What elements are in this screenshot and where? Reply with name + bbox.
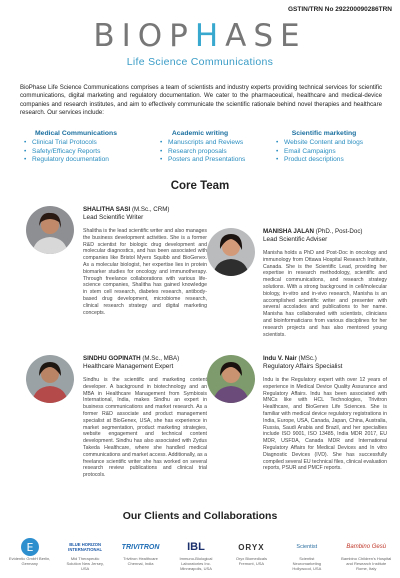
service-heading: Medical Communications bbox=[35, 130, 117, 137]
member-role: Lead Scientific Writer bbox=[83, 214, 144, 221]
member-name: Indu V. Nair bbox=[263, 355, 297, 362]
service-heading: Academic writing bbox=[171, 130, 229, 137]
avatar-manisha bbox=[207, 228, 255, 276]
team-member-indu bbox=[263, 355, 387, 472]
core-team-title: Core Team bbox=[170, 180, 230, 192]
service-item: • Regulatory documentation bbox=[24, 156, 138, 165]
member-bio: Shalitha is the lead scientific writer and also manages the business development activities. She is a former R&D scientist for biologic drug development and molecular diagnostics, and has been associated with companies like Bristol Myers Squibb and BioGenex. As a molecular biologist, her expertise lies in protein biomarker studies for oncology and immunotherapy. Through freelance collaborations with various life-science companies, Shalitha has gained knowledge in stem cell research, diabetes research, antibody-based drug development, microbiome research, clinical research strategy and digital marketing concepts. bbox=[83, 228, 207, 316]
blue-horizon-logo: BLUE HORIZON INTERNATIONAL bbox=[68, 542, 103, 552]
service-item: • Clinical Trial Protocols bbox=[24, 139, 138, 148]
service-item: • Safety/Efficacy Reports bbox=[24, 148, 138, 157]
oryx-logo: ORYX bbox=[238, 542, 265, 552]
client-caption: Evidentic GmbH Berlin, Germany bbox=[9, 556, 51, 566]
member-role: Lead Scientific Adviser bbox=[263, 236, 328, 243]
member-credentials: (PhD., Post-Doc) bbox=[315, 228, 363, 235]
gstin-number: GSTIN/TRN No 29220009028​6TRN bbox=[287, 6, 392, 13]
client-caption: Trivitron Healthcare Chennai, India bbox=[123, 556, 158, 566]
clients-title: Our Clients and Collaborations bbox=[122, 510, 278, 522]
member-name-line bbox=[83, 355, 207, 362]
member-name-line bbox=[263, 228, 387, 235]
service-list bbox=[138, 139, 262, 165]
service-item: • Website Content and blogs bbox=[276, 139, 386, 148]
client-caption: Mid Therapeutic Solution New Jersey, USA bbox=[66, 556, 104, 571]
member-credentials: (M.Sc., CRM) bbox=[131, 206, 170, 213]
evidentic-logo-icon bbox=[8, 538, 52, 556]
client-caption: Oryx Biomedicals Fremont, USA bbox=[235, 556, 267, 566]
member-credentials: (MSc.) bbox=[298, 355, 317, 362]
services-section bbox=[14, 130, 386, 165]
team-member-shalitha bbox=[83, 206, 207, 316]
avatar-sindhu bbox=[26, 355, 74, 403]
service-item: • Research proposals bbox=[160, 148, 262, 157]
member-bio: Indu is the Regulatory expert with over 12 years of experience in Medical Device Quality Assurance and Regulatory Affairs. Indu has been associated with MNCs like with HCL Technologies, Trivitron Healthcare, and BioGenex Life Sciences. She is familiar with medical device regulatory registrations in India, Europe, USA, Canada, Japan, China, Australia, Russia, Saudi Arabia and Brazil, and her specialties include ISO 9001, ISO 13485, India MDR 2017, EU MDR, USFDA, Canada MDR and International Regulatory Affairs for Medical Devices and In vitro Diagnostic Devices (IVD). She has successfully compiled several EU technical files, clinical evaluation reports, PSUR and PMCF reports. bbox=[263, 377, 387, 472]
client-evidentic bbox=[8, 538, 52, 566]
avatar-indu bbox=[207, 355, 255, 403]
member-role: Healthcare Management Expert bbox=[83, 363, 174, 370]
service-column-medical bbox=[14, 130, 138, 165]
member-name-line bbox=[83, 206, 207, 213]
member-name: SHALITHA SASI bbox=[83, 206, 131, 213]
service-item: • Posters and Presentations bbox=[160, 156, 262, 165]
client-trivitron bbox=[119, 538, 163, 566]
client-scientist bbox=[285, 538, 329, 571]
client-caption: Immuno-Biological Laboratories Inc. Minneapolis, USA bbox=[179, 556, 213, 571]
avatar-shalitha bbox=[26, 206, 74, 254]
member-role: Regulatory Affairs Specialist bbox=[263, 363, 343, 370]
logo-helix-letter: H bbox=[194, 18, 226, 54]
scientist-logo: Scientist bbox=[296, 544, 318, 550]
service-item: • Manuscripts and Reviews bbox=[160, 139, 262, 148]
ibl-logo: IBL bbox=[187, 541, 205, 553]
biophase-logo bbox=[0, 18, 400, 54]
member-bio: Manisha holds a PhD and Post-Doc in oncology and immunology from Ottawa Hospital Research Institute, Canada. She is the Scientific Lead, providing her expertise in research methodology, scientific and medical communications, and research strategy solutions. With a strong background in cell/molecular biology, in-vitro and in-vivo research, Manisha is an accomplished scientific writer and presenter with several accolades and publications to her name. Manisha has collaborated with scientists, clinicians and bioinformaticians from various disciplines for her research projects and has also mentored young scientists. bbox=[263, 250, 387, 338]
member-bio: Sindhu is the scientific and marketing content developer. A background in biotechnology and an MBA in Healthcare Management from Symbiosis International, India, makes Sindhu an expert in business communications and market research. As a former R&D associate and product management specialist at BioGenex, USA, she has experience in market segmentation, product marketing strategies, website engagement and technical content development. Sindhu has also associated with Zydus Takeda Healthcare, where she handled medical communications and market access. Additionally, as a freelance scientific writer she has worked on several research review publications and clinical trial protocols. bbox=[83, 377, 207, 479]
bambino-gesu-logo: Bambino Gesù bbox=[346, 544, 387, 550]
service-column-marketing bbox=[262, 130, 386, 165]
trivitron-logo: TRIVITRON bbox=[121, 543, 160, 551]
client-ibl bbox=[174, 538, 218, 571]
client-caption: Scientist Neuromarketing Hollywood, USA bbox=[292, 556, 322, 571]
team-member-manisha bbox=[263, 228, 387, 338]
service-item: • Product descriptions bbox=[276, 156, 386, 165]
service-column-academic bbox=[138, 130, 262, 165]
logo-text-end: ASE bbox=[225, 18, 307, 54]
service-item: • Email Campaigns bbox=[276, 148, 386, 157]
intro-paragraph: BioPhase Life Science Communications comprises a team of scientists and industry experts providing technical services for scientific communications, digital marketing and regulatory documentation. We cater to the pharmaceutical, healthcare and medical-device companies and research institutes, and aim to effectively communicate the scientific rationale behind novel therapies and healthcare research. Our services include: bbox=[20, 84, 382, 116]
service-list bbox=[14, 139, 138, 165]
client-oryx bbox=[229, 538, 273, 566]
client-bambino-gesu bbox=[340, 538, 392, 571]
member-name: SINDHU GOPINATH bbox=[83, 355, 141, 362]
svg-text:E: E bbox=[26, 541, 34, 554]
member-name: MANISHA JALAN bbox=[263, 228, 314, 235]
team-member-sindhu bbox=[83, 355, 207, 479]
tagline: Life Science Communications bbox=[126, 56, 274, 68]
logo-text-start: BIOP bbox=[93, 18, 195, 54]
member-credentials: (M.Sc., MBA) bbox=[142, 355, 180, 362]
service-list bbox=[262, 139, 386, 165]
member-name-line bbox=[263, 355, 387, 362]
client-caption: Bambino Children's Hospital and Research Institute Rome, Italy bbox=[341, 556, 392, 571]
client-blue-horizon bbox=[63, 538, 107, 571]
service-heading: Scientific marketing bbox=[291, 130, 357, 137]
clients-logo-row bbox=[0, 538, 400, 571]
